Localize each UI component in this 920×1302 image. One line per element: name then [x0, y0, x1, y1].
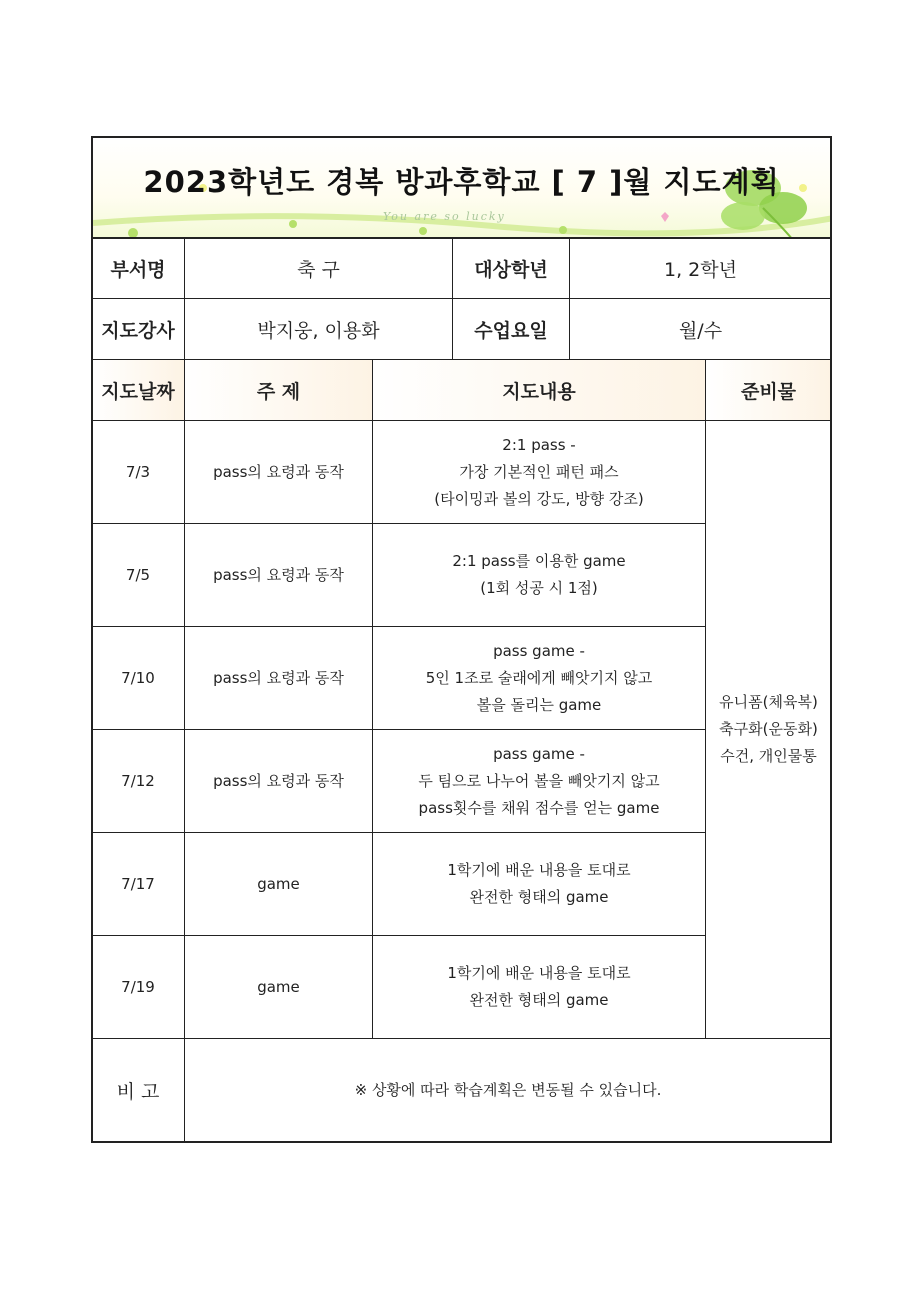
- row-date: 7/10: [91, 626, 185, 730]
- header-content: 지도내용: [372, 359, 706, 421]
- row-content: 1학기에 배운 내용을 토대로 완전한 형태의 game: [372, 935, 706, 1039]
- row-date: 7/12: [91, 729, 185, 833]
- row-content: pass game - 두 팀으로 나누어 볼을 빼앗기지 않고 pass횟수를 채워 점수를 얻는 game: [372, 729, 706, 833]
- row-topic: pass의 요령과 동작: [184, 523, 373, 627]
- header-materials: 준비물: [705, 359, 832, 421]
- day-label: 수업요일: [452, 298, 570, 360]
- materials-cell: 유니폼(체육복) 축구화(운동화) 수건, 개인물통: [705, 420, 832, 1039]
- header-topic: 주 제: [184, 359, 373, 421]
- row-topic: game: [184, 832, 373, 936]
- grade-value: 1, 2학년: [569, 238, 832, 299]
- row-content: 2:1 pass를 이용한 game (1회 성공 시 1점): [372, 523, 706, 627]
- day-value: 월/수: [569, 298, 832, 360]
- row-topic: pass의 요령과 동작: [184, 420, 373, 524]
- header-date: 지도날짜: [91, 359, 185, 421]
- remarks-label: 비 고: [91, 1038, 185, 1143]
- dept-label: 부서명: [91, 238, 185, 299]
- row-topic: game: [184, 935, 373, 1039]
- row-date: 7/19: [91, 935, 185, 1039]
- title-banner: [91, 136, 832, 238]
- row-content: 2:1 pass - 가장 기본적인 패턴 패스 (타이밍과 볼의 강도, 방향 강조): [372, 420, 706, 524]
- dept-value: 축 구: [184, 238, 453, 299]
- title-decoration-text: You are so lucky: [383, 210, 506, 223]
- row-topic: pass의 요령과 동작: [184, 626, 373, 730]
- grade-label: 대상학년: [452, 238, 570, 299]
- instructor-label: 지도강사: [91, 298, 185, 360]
- row-date: 7/5: [91, 523, 185, 627]
- remarks-text: ※ 상황에 따라 학습계획은 변동될 수 있습니다.: [184, 1038, 832, 1143]
- row-content: 1학기에 배운 내용을 토대로 완전한 형태의 game: [372, 832, 706, 936]
- row-topic: pass의 요령과 동작: [184, 729, 373, 833]
- row-date: 7/17: [91, 832, 185, 936]
- instructor-value: 박지웅, 이용화: [184, 298, 453, 360]
- row-date: 7/3: [91, 420, 185, 524]
- row-content: pass game - 5인 1조로 술래에게 빼앗기지 않고 볼을 돌리는 game: [372, 626, 706, 730]
- page-title: 2023학년도 경복 방과후학교 [ 7 ]월 지도계획: [143, 165, 780, 199]
